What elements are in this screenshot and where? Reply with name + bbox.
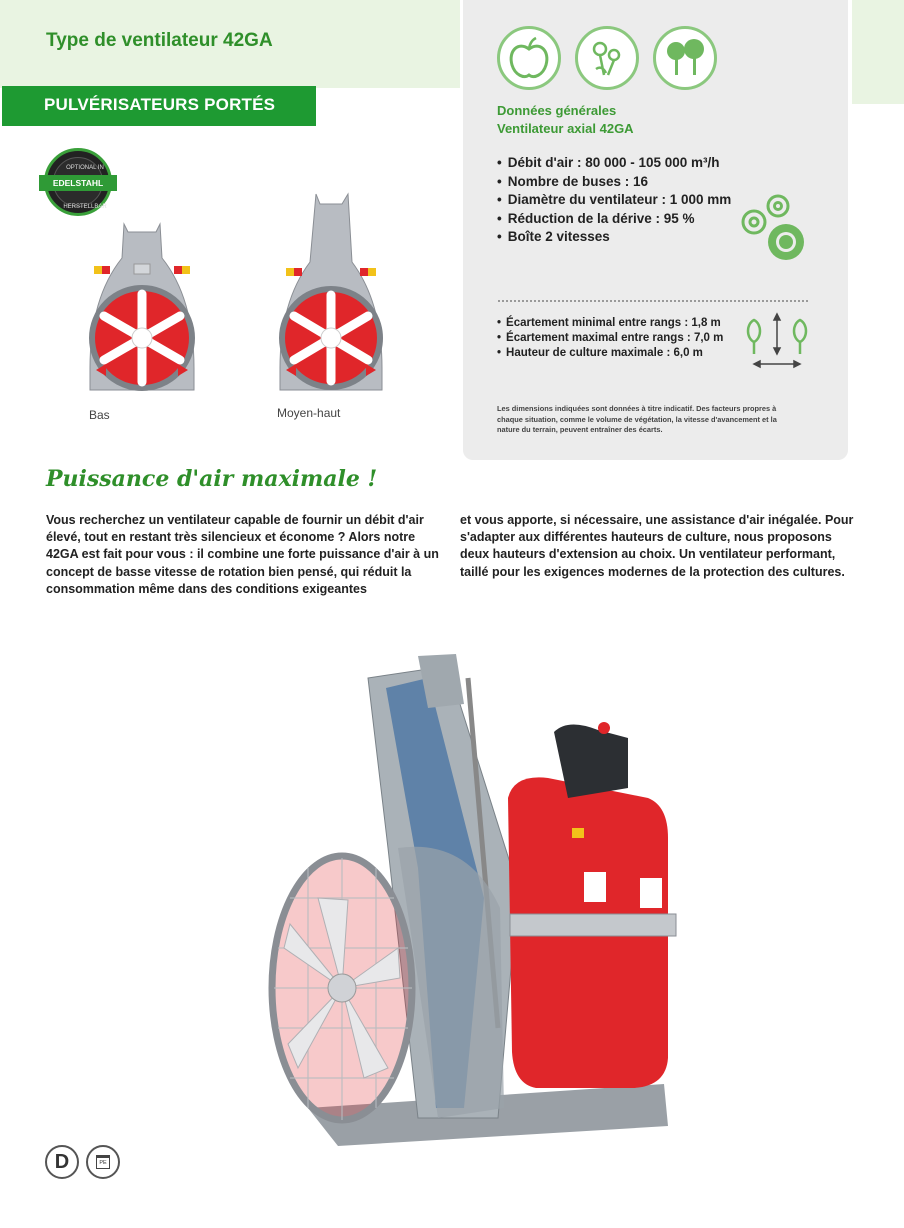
sprayer-photo xyxy=(268,648,680,1153)
badge-bottom-text: HERSTELLBAR xyxy=(63,204,107,210)
fan-caption-mid-high: Moyen-haut xyxy=(277,406,341,420)
d-icon: D xyxy=(45,1145,79,1179)
dim-max-row-spacing: • Écartement maximal entre rangs : 7,0 m xyxy=(497,331,723,346)
spec-list xyxy=(497,154,731,247)
info-heading-fan: Ventilateur axial 42GA xyxy=(497,121,634,136)
spec-nozzles: • Nombre de buses : 16 xyxy=(497,173,731,192)
page-title: Type de ventilateur 42GA xyxy=(46,30,273,51)
body-text-right: et vous apporte, si nécessaire, une assistance d'air inégalée. Pour s'adapter aux différentes hauteurs de culture, nous proposons deux hauteurs d'extension au choix. Un ventilateur performant, taillé pour les exigences modernes de la protection des cultures. xyxy=(460,513,854,579)
fan-drawing-low xyxy=(82,218,202,400)
gears-icon xyxy=(734,186,812,266)
spec-gearbox: • Boîte 2 vitesses xyxy=(497,228,731,247)
header-band-edge xyxy=(852,0,904,104)
pe-label: PE xyxy=(96,1155,110,1169)
flower-icon xyxy=(575,26,639,90)
spec-airflow: • Débit d'air : 80 000 - 105 000 m³/h xyxy=(497,154,731,173)
section-label: PULVÉRISATEURS PORTÉS xyxy=(44,95,276,114)
fan-drawing-mid-high xyxy=(272,192,390,400)
badge-top-text: OPTIONAL IN xyxy=(66,165,104,171)
headline: Puissance d'air maximale ! xyxy=(46,466,378,492)
spec-drift-reduction: • Réduction de la dérive : 95 % xyxy=(497,210,731,229)
disclaimer: Les dimensions indiquées sont données à titre indicatif. Des facteurs propres à chaque situation, comme le volume de végétation, la vitesse d'avancement et la nature du terrain, peuvent entraîner des écarts. xyxy=(497,404,777,434)
row-spacing-icon xyxy=(742,312,812,372)
apple-icon xyxy=(497,26,561,90)
badge-main-text: EDELSTAHL xyxy=(39,175,117,191)
panel-divider xyxy=(498,300,808,302)
fan-caption-low: Bas xyxy=(89,408,110,422)
edelstahl-badge xyxy=(44,148,112,216)
dimension-list xyxy=(497,316,723,361)
pe-icon xyxy=(86,1145,120,1179)
orchard-tree-icon xyxy=(653,26,717,90)
dim-max-crop-height: • Hauteur de culture maximale : 6,0 m xyxy=(497,346,723,361)
spec-fan-diameter: • Diamètre du ventilateur : 1 000 mm xyxy=(497,191,731,210)
dim-min-row-spacing: • Écartement minimal entre rangs : 1,8 m xyxy=(497,316,723,331)
body-text-left: Vous recherchez un ventilateur capable de fournir un débit d'air élevé, tout en restant très silencieux et économe ? Alors notre 42GA est fait pour vous : il combine une forte puissance d'air à un concept de basse vitesse de rotation bien pensé, qui réduit la consommation même dans des conditions exigeantes xyxy=(46,513,439,596)
info-heading-general: Données générales xyxy=(497,103,617,118)
